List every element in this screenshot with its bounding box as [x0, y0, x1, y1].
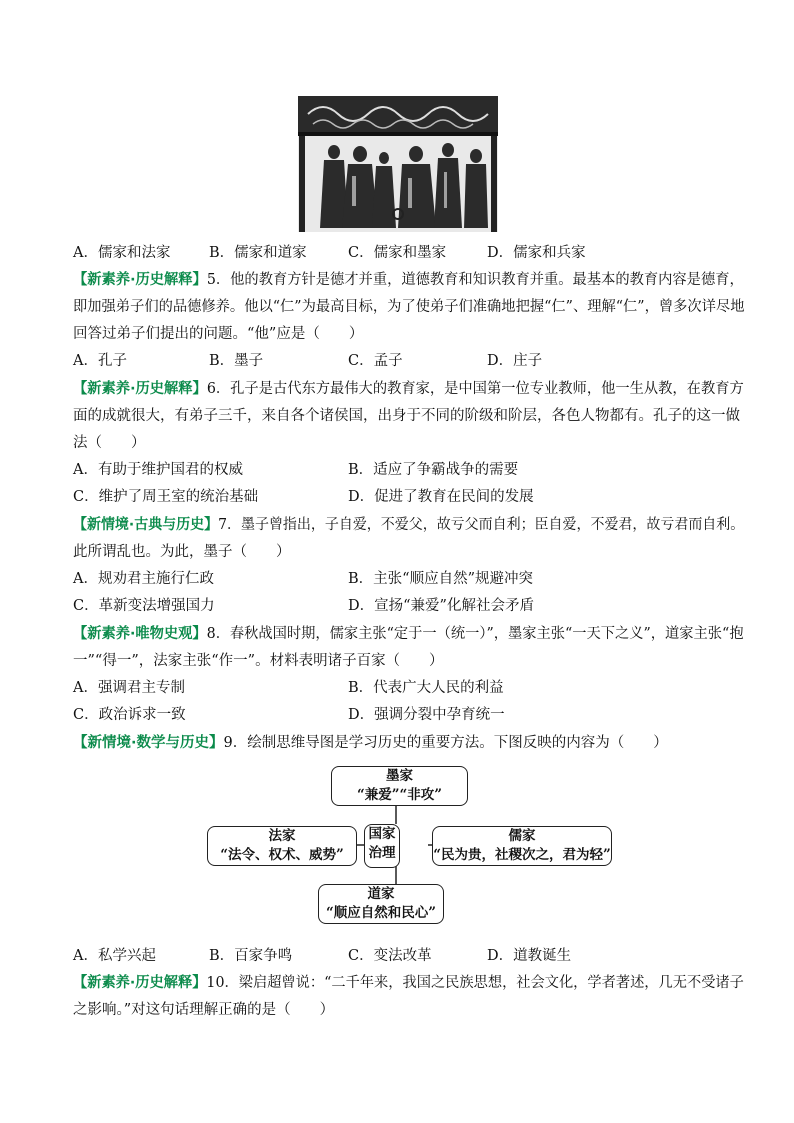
q8-option-b: B．代表广大人民的利益: [348, 680, 504, 696]
q9-option-b: B．百家争鸣: [209, 948, 293, 964]
q9-option-d: D．道教诞生: [487, 948, 572, 964]
q5-option-c: C．孟子: [348, 353, 403, 369]
q7-tag: 【新情境·古典与历史】: [73, 517, 219, 533]
mind-map-diagram: [200, 760, 620, 932]
q5-line-1: 【新素养·历史解释】5．他的教育方针是德才并重，道德教育和知识教育并重。最基本的教育内容是德育，: [73, 272, 744, 288]
q9-option-c: C．变法改革: [348, 948, 432, 964]
q6-line-1: 【新素养·历史解释】6．孔子是古代东方最伟大的教育家，是中国第一位专业教师，他一生从教，在教育方: [73, 381, 744, 397]
q5-line-2: 即加强弟子们的品德修养。他以“仁”为最高目标，为了使弟子们准确地把握“仁”、理解“仁”，曾多次详尽地: [73, 299, 745, 315]
mind-map-node-center: 国家 治理: [364, 824, 400, 868]
q8-option-c: C．政治诉求一致: [73, 707, 186, 723]
q9-tag: 【新情境·数学与历史】: [73, 735, 224, 751]
q5-tag: 【新素养·历史解释】: [73, 272, 207, 288]
mind-map-node-fajia: 法家 “法令、权术、威势”: [207, 826, 357, 866]
q4-option-c: C．儒家和墨家: [348, 245, 447, 261]
q10-line-1: 【新素养·历史解释】10．梁启超曾说：“二千年来，我国之民族思想，社会文化，学者著述，几无不受诸子: [73, 975, 744, 991]
q5-option-a: A．孔子: [73, 353, 127, 369]
q7-option-c: C．革新变法增强国力: [73, 598, 215, 614]
q6-option-d: D．促进了教育在民间的发展: [348, 489, 534, 505]
q6-option-c: C．维护了周王室的统治基础: [73, 489, 259, 505]
q7-option-d: D．宣扬“兼爱”化解社会矛盾: [348, 598, 534, 614]
q10-line-2: 之影响。”对这句话理解正确的是（ ）: [73, 1002, 335, 1018]
mind-map-node-daojia: 道家 “顺应自然和民心”: [318, 884, 444, 924]
q9-option-a: A．私学兴起: [73, 948, 156, 964]
q6-line-3: 法（ ）: [73, 435, 146, 451]
q8-line-2: 一”“得一”，法家主张“作一”。材料表明诸子百家（ ）: [73, 653, 444, 669]
q7-option-a: A．规劝君主施行仁政: [73, 571, 214, 587]
q8-option-a: A．强调君主专制: [73, 680, 185, 696]
q6-tag: 【新素养·历史解释】: [73, 381, 207, 397]
q4-option-d: D．儒家和兵家: [487, 245, 586, 261]
mind-map-node-rujia: 儒家 “民为贵，社稷次之，君为轻”: [432, 826, 612, 866]
q6-option-a: A．有助于维护国君的权威: [73, 462, 243, 478]
q7-line-1: 【新情境·古典与历史】7．墨子曾指出，子自爱，不爱父，故亏父而自利；臣自爱，不爱君，故亏君而自利。: [73, 517, 745, 533]
q4-option-b: B．儒家和道家: [209, 245, 307, 261]
q8-option-d: D．强调分裂中孕育统一: [348, 707, 505, 723]
q7-line-2: 此所谓乱也。为此，墨子（ ）: [73, 544, 291, 560]
q7-option-b: B．主张“顺应自然”规避冲突: [348, 571, 533, 587]
q8-tag: 【新素养·唯物史观】: [73, 626, 207, 642]
stone-relief-image: [298, 96, 498, 232]
q5-option-b: B．墨子: [209, 353, 264, 369]
q4-option-a: A．儒家和法家: [73, 245, 171, 261]
q8-line-1: 【新素养·唯物史观】8．春秋战国时期，儒家主张“定于一（统一）”，墨家主张“一天下之义”，道家主张“抱: [73, 626, 744, 642]
q6-line-2: 面的成就很大，有弟子三千，来自各个诸侯国，出身于不同的阶级和阶层，各色人物都有。孔子的这一做: [73, 408, 740, 424]
q10-tag: 【新素养·历史解释】: [73, 975, 207, 991]
mind-map-node-mojia: 墨家 “兼爱”“非攻”: [331, 766, 468, 806]
q9-line-1: 【新情境·数学与历史】9．绘制思维导图是学习历史的重要方法。下图反映的内容为（ ）: [73, 735, 668, 751]
q5-line-3: 回答过弟子们提出的问题。“他”应是（ ）: [73, 326, 364, 342]
q5-option-d: D．庄子: [487, 353, 543, 369]
q6-option-b: B．适应了争霸战争的需要: [348, 462, 519, 478]
